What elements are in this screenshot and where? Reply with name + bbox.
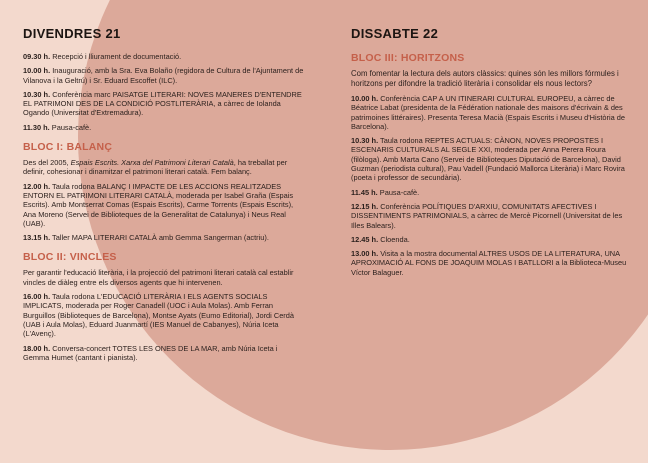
item-text: Cloenda. — [380, 234, 410, 244]
intro-text: Des del 2005, — [23, 158, 71, 168]
item-text: Conferència marc PAISATGE LITERARI: NOVES MANERES D'ENTENDRE EL PATRIMONI DES DE LA CONDICIÓ POSTLITERÀRIA, a càrrec de Iolanda Ogando (Universitat d'Extremadura). — [23, 89, 302, 118]
item-time: 10.00 h. — [351, 94, 379, 103]
item-text: Recepció i lliurament de documentació. — [52, 52, 182, 61]
bloc-title: BLOC III: HORITZONS — [351, 52, 465, 64]
intro-text: Per garantir l'educació literària, i la projecció del patrimoni literari català cal establir vincles de diàleg entre els diversos agents que hi intervenen. — [23, 268, 294, 287]
item-text: Taula rodona L'EDUCACIÓ LITERÀRIA I ELS AGENTS SOCIALS IMPLICATS, moderada per Roger Canadell (UOC i Aula Molas). Amb Ferran Burguillos (Biblioteques de Barcelona), Montse Ayats (Eumo Editorial), Jordi Cerdà (UAB i Aula Molas), Eduard Juanmartí (IES Manuel de Cabanyes), Núria Iceta (L'Avenç). — [23, 292, 294, 339]
program-item — [23, 344, 305, 363]
item-time: 12.45 h. — [351, 234, 379, 244]
item-time: 10.30 h. — [351, 136, 379, 146]
item-time: 16.00 h. — [23, 292, 51, 302]
item-text: Inauguració, amb la Sra. Eva Bolaño (regidora de Cultura de l'Ajuntament de Vilanova i la Geltrú) i Sr. Eduard Escoffet (ILC). — [23, 66, 304, 85]
bloc-intro: Com fomentar la lectura dels autors clàssics: quines són les millors fórmules i horitzons per difondre la tradició literària i consolidar els nous lectors? — [351, 69, 619, 88]
program-item — [351, 235, 629, 244]
item-time: 13.15 h. — [23, 233, 51, 243]
item-text: Pausa-cafè. — [379, 187, 420, 197]
item-text: Taller MAPA LITERARI CATALÀ amb Gemma Sangerman (actriu). — [52, 233, 269, 243]
item-time: 11.30 h. — [23, 122, 50, 132]
item-time: 12.15 h. — [351, 201, 379, 211]
program-item — [23, 90, 305, 118]
item-text: Conferència POLÍTIQUES D'ARXIU, COMUNITATS AFECTIVES I DISSENTIMENTS PATRIMONIALS, a càrrec de Mercè Picornell (Universitat de les Illes Balears). — [351, 201, 623, 230]
intro-text: , ha treballat per definir, cohesionar i dinamitzar el patrimoni literari català. Fem balanç. — [23, 158, 288, 177]
bloc-title: BLOC I: BALANÇ — [23, 141, 113, 154]
item-text: Taula rodona BALANÇ I IMPACTE DE LES ACCIONS REALITZADES ENTORN EL PATRIMONI LITERARI CATALÀ, moderada per Isabel Graña (Espais Escrits). Amb Montserrat Comas (Espais Escrits), Carme Torrents (Espais Escrits), Ana Moreno (Servei de Biblioteques de la Generalitat de Catalunya) i Neus Real (UAB). — [23, 181, 294, 228]
item-time: 12.00 h. — [23, 181, 51, 191]
program-item — [351, 249, 629, 277]
program-item — [351, 202, 629, 230]
program-item — [23, 233, 305, 242]
program-item — [23, 123, 305, 132]
item-text: Visita a la mostra documental ALTRES USOS DE LA LITERATURA, UNA APROXIMACIÓ AL FONS DE JOAQUIM MOLAS I BATLLORI a la Biblioteca-Museu Víctor Balaguer. — [351, 249, 627, 277]
program-item — [351, 188, 629, 197]
item-text: Conferència CAP A UN ITINERARI CULTURAL EUROPEU, a càrrec de Béatrice Labat (presidenta de la Fédération nationale des maisons d'écrivain & des patrimoines littéraires). Presenta Teresa Macià (Espais Escrits i Museu d'Història de Barcelona). — [351, 94, 626, 131]
program-item — [351, 94, 629, 131]
item-time: 09.30 h. — [23, 52, 51, 61]
day-column-saturday — [351, 26, 629, 282]
item-time: 18.00 h. — [23, 343, 51, 353]
day-title: DIVENDRES 21 — [23, 26, 121, 41]
item-text: Pausa-cafè. — [51, 122, 92, 132]
item-time: 10.00 h. — [23, 66, 51, 76]
bloc-title: BLOC II: VINCLES — [23, 251, 117, 264]
item-time: 13.00 h. — [351, 249, 379, 259]
intro-emphasis: Espais Escrits. Xarxa del Patrimoni Literari Català — [70, 158, 234, 168]
program-item — [23, 52, 305, 61]
program-item — [23, 292, 305, 338]
item-time: 10.30 h. — [23, 89, 51, 99]
day-column-friday — [23, 26, 305, 367]
bloc-intro — [23, 268, 305, 287]
program-item — [23, 66, 305, 85]
program-item — [351, 136, 629, 182]
day-title: DISSABTE 22 — [351, 26, 439, 41]
bloc-intro — [23, 158, 305, 177]
item-text: Taula rodona REPTES ACTUALS: CÀNON, NOVES PROPOSTES I ESCENARIS CULTURALS AL SEGLE XXI, moderada per Anna Perera Roura (filòloga). Amb Marta Cano (Servei de Biblioteques Diputació de Barcelona), David Guzman (periodista cultural), Pau Vadell (Fundació Mallorca Literària) i Marc Rovira (poeta i professor de secundària). — [351, 136, 625, 183]
program-item — [23, 182, 305, 228]
item-text: Conversa-concert TOTES LES ONES DE LA MAR, amb Núria Iceta i Gemma Humet (cantant i pianista). — [23, 343, 278, 362]
item-time: 11.45 h. — [351, 187, 378, 197]
